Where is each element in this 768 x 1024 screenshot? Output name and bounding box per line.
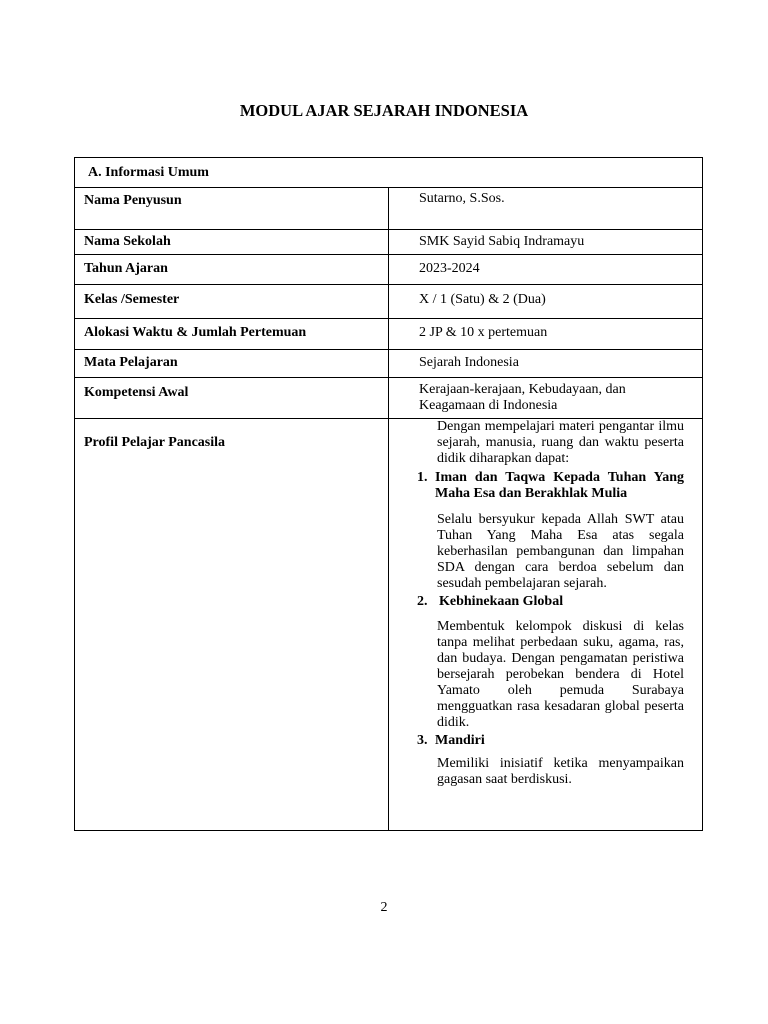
row-label: Profil Pelajar Pancasila [75,419,389,831]
row-label: Alokasi Waktu & Jumlah Pertemuan [75,319,389,350]
row-value: 2023-2024 [389,255,703,285]
info-table [74,157,703,831]
row-value: X / 1 (Satu) & 2 (Dua) [389,285,703,319]
row-label: Mata Pelajaran [75,350,389,378]
profil-item-title: 3. Mandiri [417,733,485,748]
profil-item-title: 2. Kebhinekaan Global [417,594,564,609]
row-label: Tahun Ajaran [75,255,389,285]
profil-intro: Dengan mempelajari materi pengantar ilmu sejarah, manusia, ruang dan waktu peserta didik diharapkan dapat: [437,419,684,466]
profil-item-title: 1. Iman dan Taqwa Kepada Tuhan Yang Maha Esa dan Berakhlak Mulia [417,470,684,501]
row-label: Kelas /Semester [75,285,389,319]
document-title: MODUL AJAR SEJARAH INDONESIA [239,101,529,120]
profil-content [389,419,703,831]
profil-item-desc: Selalu bersyukur kepada Allah SWT atau Tuhan Yang Maha Esa atas segala keberhasilan pembangunan dan limpahan SDA dengan cara berdoa sebelum dan sesudah pembelajaran sejarah. [437,512,684,591]
section-heading: A. Informasi Umum [75,158,703,188]
row-value: 2 JP & 10 x pertemuan [389,319,703,350]
row-value: Sutarno, S.Sos. [389,188,703,230]
row-value: Sejarah Indonesia [389,350,703,378]
profil-item-desc: Memiliki inisiatif ketika menyampaikan gagasan saat berdiskusi. [437,756,684,787]
row-label: Nama Sekolah [75,230,389,255]
row-value: SMK Sayid Sabiq Indramayu [389,230,703,255]
row-label: Nama Penyusun [75,188,389,230]
row-label: Kompetensi Awal [75,378,389,419]
row-value: Kerajaan-kerajaan, Kebudayaan, dan Keagamaan di Indonesia [389,378,703,419]
profil-item-desc: Membentuk kelompok diskusi di kelas tanpa melihat perbedaan suku, agama, ras, dan budaya. Dengan pengamatan peristiwa bersejarah perobekan bendera di Hotel Yamato oleh pemuda Surabaya mengguatkan rasa kesadaran global peserta didik. [437,619,684,730]
page-number: 2 [380,900,388,915]
